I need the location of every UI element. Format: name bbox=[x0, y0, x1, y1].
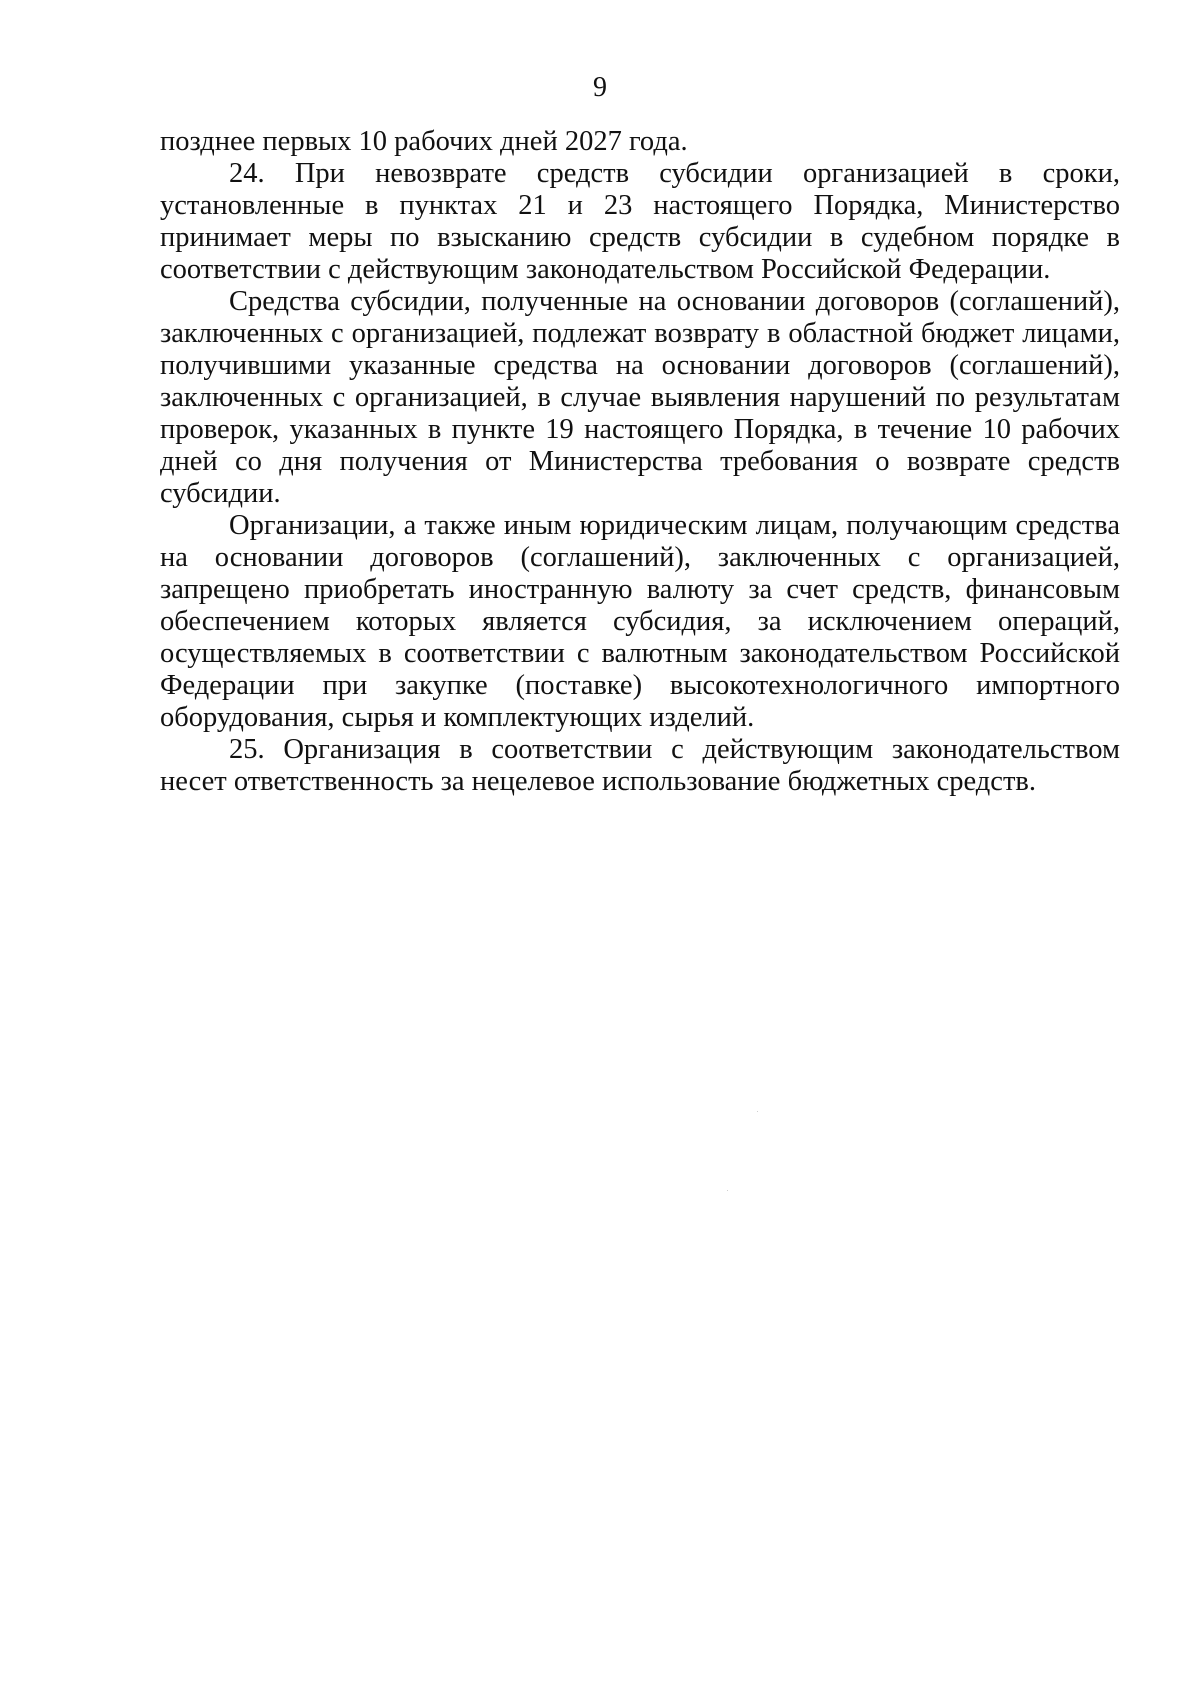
paragraph-subsidy-return: Средства субсидии, полученные на основании договоров (соглашений), заключенных с организацией, подлежат возврату в областной бюджет лицами, получившими указанные средства на основании договоров (соглашений), заключенных с организацией, в случае выявления нарушений по результатам проверок, указанных в пункте 19 настоящего Порядка, в течение 10 рабочих дней со дня получения от Министерства требования о возврате средств субсидии. bbox=[160, 286, 1120, 509]
scan-speck bbox=[757, 1111, 758, 1112]
document-body bbox=[160, 126, 1120, 798]
page-number: 9 bbox=[593, 72, 607, 103]
paragraph-clause-25: 25. Организация в соответствии с действующим законодательством несет ответственность за нецелевое использование бюджетных средств. bbox=[160, 734, 1120, 797]
scan-speck bbox=[727, 1190, 728, 1191]
paragraph-continuation: позднее первых 10 рабочих дней 2027 года. bbox=[160, 126, 688, 157]
paragraph-currency-ban: Организации, а также иным юридическим лицам, получающим средства на основании договоров (соглашений), заключенных с организацией, запрещено приобретать иностранную валюту за счет средств, финансовым обеспечением которых является субсидия, за исключением операций, осуществляемых в соответствии с валютным законодательством Российской Федерации при закупке (поставке) высокотехнологичного импортного оборудования, сырья и комплектующих изделий. bbox=[160, 510, 1120, 733]
paragraph-clause-24: 24. При невозврате средств субсидии организацией в сроки, установленные в пунктах 21 и 23 настоящего Порядка, Министерство принимает меры по взысканию средств субсидии в судебном порядке в соответствии с действующим законодательством Российской Федерации. bbox=[160, 158, 1120, 285]
